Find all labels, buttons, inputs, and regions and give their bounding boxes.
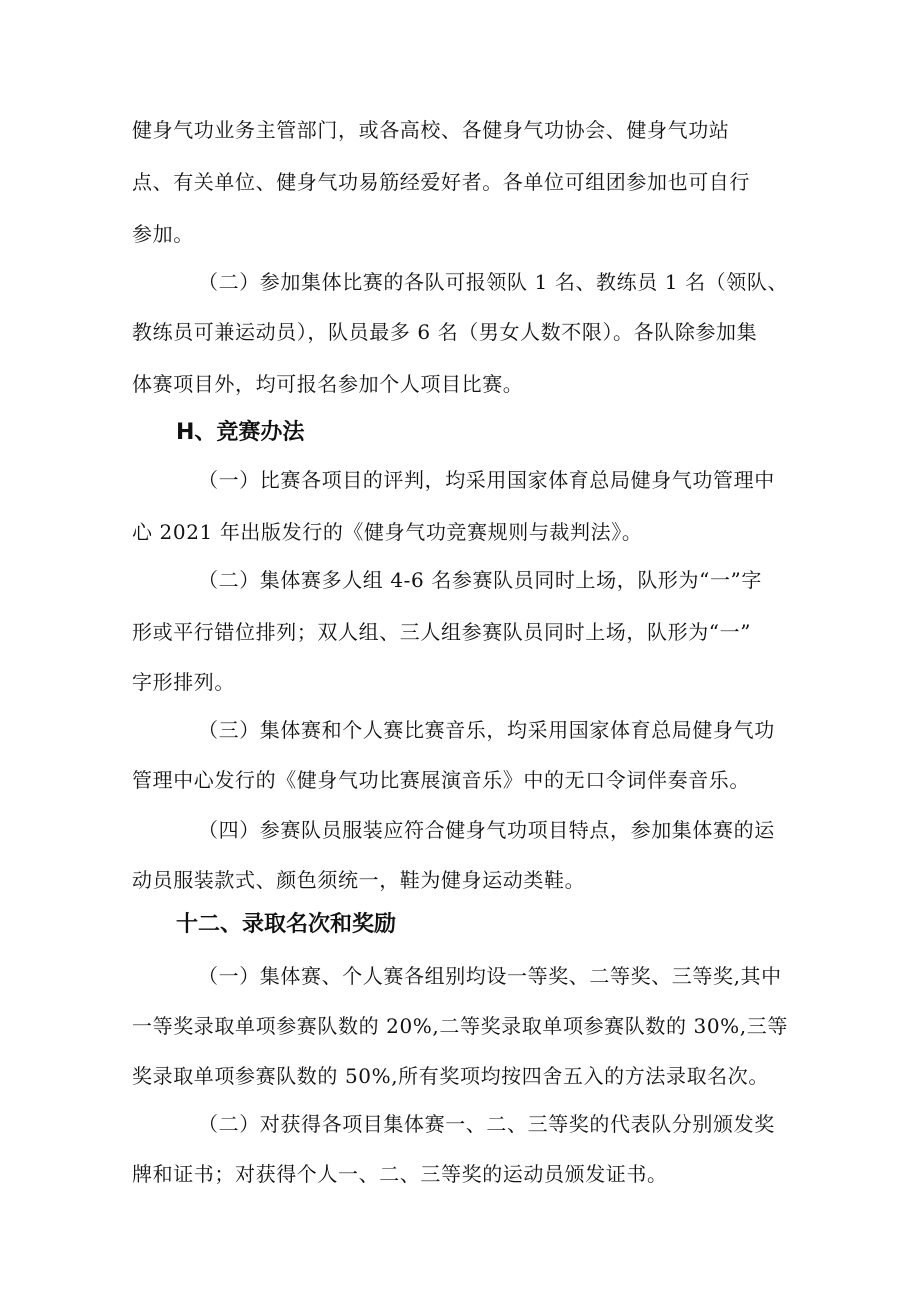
- paragraph-line: 健身气功业务主管部门，或各高校、各健身气功协会、健身气功站: [132, 118, 730, 142]
- paragraph-line: 参加。: [132, 222, 194, 246]
- section-heading: H、竞赛办法: [176, 420, 305, 445]
- paragraph-line: 一等奖录取单项参赛队数的 20%,二等奖录取单项参赛队数的 30%,三等: [132, 1014, 788, 1038]
- paragraph-line: 牌和证书；对获得个人一、二、三等奖的运动员颁发证书。: [132, 1162, 668, 1186]
- paragraph-line: （三）集体赛和个人赛比赛音乐，均采用国家体育总局健身气功: [198, 718, 775, 742]
- paragraph-line: （二）对获得各项目集体赛一、二、三等奖的代表队分别颁发奖: [198, 1112, 775, 1136]
- paragraph-line: （四）参赛队员服装应符合健身气功项目特点，参加集体赛的运: [198, 818, 775, 842]
- paragraph-line: 心 2021 年出版发行的《健身气功竞赛规则与裁判法》。: [132, 520, 643, 544]
- paragraph-line: （二）参加集体比赛的各队可报领队 1 名、教练员 1 名（领队、: [198, 270, 789, 294]
- paragraph-line: 体赛项目外，均可报名参加个人项目比赛。: [132, 372, 524, 396]
- paragraph-line: （一）比赛各项目的评判，均采用国家体育总局健身气功管理中: [198, 468, 775, 492]
- paragraph-line: 教练员可兼运动员），队员最多 6 名（男女人数不限）。各队除参加集: [132, 320, 758, 344]
- paragraph-line: 形或平行错位排列；双人组、三人组参赛队员同时上场，队形为“一”: [132, 620, 752, 644]
- paragraph-line: 管理中心发行的《健身气功比赛展演音乐》中的无口令词伴奏音乐。: [132, 768, 750, 792]
- paragraph-line: 动员服装款式、颜色须统一，鞋为健身运动类鞋。: [132, 868, 586, 892]
- paragraph-line: 奖录取单项参赛队数的 50%,所有奖项均按四舍五入的方法录取名次。: [132, 1064, 769, 1088]
- paragraph-line: 点、有关单位、健身气功易筋经爱好者。各单位可组团参加也可自行: [132, 170, 750, 194]
- paragraph-line: （一）集体赛、个人赛各组别均设一等奖、二等奖、三等奖,其中: [198, 964, 782, 988]
- paragraph-line: 字形排列。: [132, 670, 235, 694]
- section-heading: 十二、录取名次和奖励: [176, 912, 397, 937]
- paragraph-line: （二）集体赛多人组 4-6 名参赛队员同时上场，队形为“一”字: [198, 568, 762, 592]
